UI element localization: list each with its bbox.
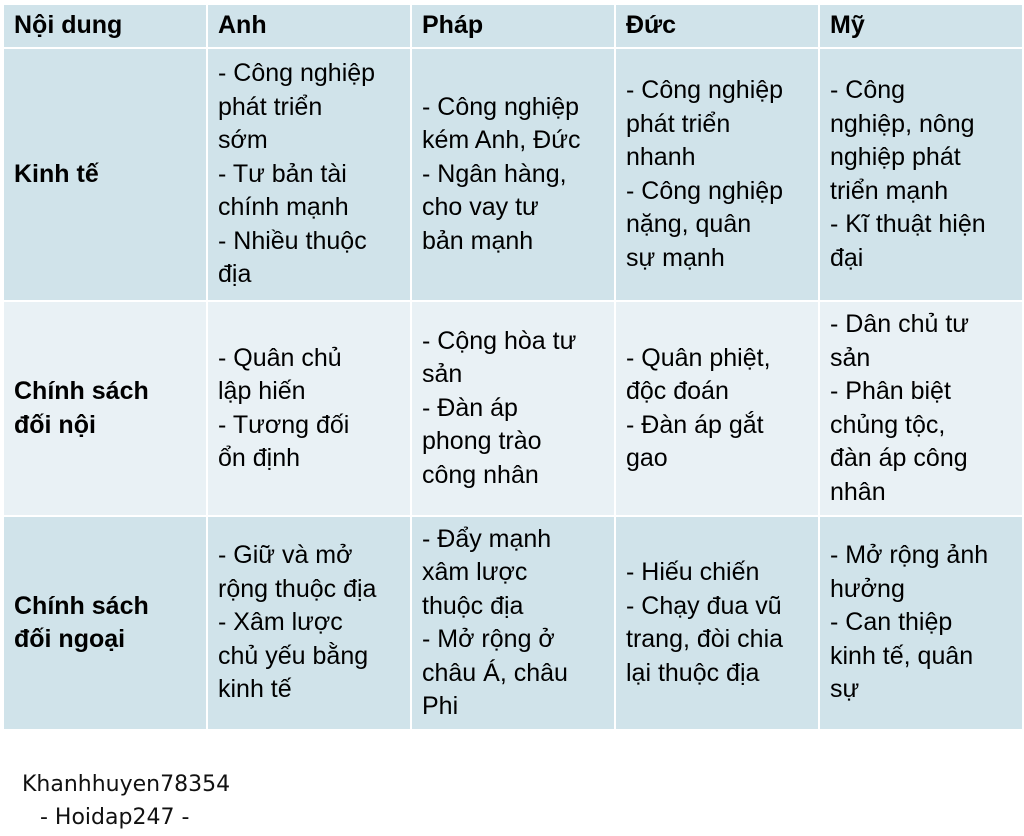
- cell-line: Chính sách: [14, 377, 149, 405]
- cell-line: công nhân: [422, 460, 539, 489]
- cell-line: Kinh tế: [14, 159, 99, 188]
- cell-line: phát triển: [218, 92, 323, 121]
- cell-line: - Công: [830, 76, 906, 104]
- header-cell-content: Nội dung: [3, 4, 207, 48]
- cell-line: - Phân biệt: [830, 377, 951, 405]
- cell-line: - Quân phiệt,: [626, 343, 771, 372]
- table-cell: [411, 516, 615, 730]
- cell-line: chính mạnh: [218, 193, 349, 222]
- cell-line: sự: [830, 675, 860, 704]
- cell-line: sớm: [218, 126, 268, 155]
- cell-line: gao: [626, 444, 668, 472]
- cell-line: chủng tộc,: [830, 410, 946, 439]
- cell-line: - Mở rộng ảnh: [830, 541, 989, 570]
- cell-line: triển mạnh: [830, 176, 949, 205]
- cell-line: đối nội: [14, 410, 96, 439]
- row-label: [3, 516, 207, 730]
- header-cell-phap: Pháp: [411, 4, 615, 48]
- cell-line: - Ngân hàng,: [422, 159, 567, 188]
- table-row-foreign-policy: [3, 516, 1023, 730]
- cell-line: kinh tế: [218, 675, 292, 704]
- cell-line: - Tư bản tài: [218, 159, 347, 188]
- cell-line: - Mở rộng ở: [422, 625, 555, 653]
- cell-line: - Công nghiệp: [626, 176, 784, 205]
- table-header-row: [3, 4, 1023, 48]
- table-row-economy: [3, 48, 1023, 301]
- cell-line: - Đàn áp gắt: [626, 410, 764, 439]
- cell-line: lập hiến: [218, 377, 306, 405]
- cell-line: - Kĩ thuật hiện: [830, 210, 986, 238]
- table-cell: [207, 516, 411, 730]
- cell-line: - Tương đối: [218, 410, 350, 439]
- cell-line: - Công nghiệp: [422, 92, 580, 121]
- cell-line: - Xâm lược: [218, 608, 343, 637]
- row-label: [3, 301, 207, 516]
- cell-line: sự mạnh: [626, 243, 725, 272]
- table-cell: [411, 48, 615, 301]
- table-cell: [819, 48, 1023, 301]
- table-cell: [615, 48, 819, 301]
- cell-line: - Chạy đua vũ: [626, 591, 782, 620]
- cell-line: kém Anh, Đức: [422, 126, 581, 155]
- cell-line: đại: [830, 243, 864, 272]
- table-cell: [819, 301, 1023, 516]
- cell-line: độc đoán: [626, 377, 729, 405]
- table-cell: [207, 48, 411, 301]
- cell-line: - Hiếu chiến: [626, 558, 760, 586]
- cell-line: nhanh: [626, 143, 696, 171]
- cell-line: - Công nghiệp: [218, 59, 376, 88]
- cell-line: đối ngoại: [14, 625, 126, 653]
- cell-line: - Đàn áp: [422, 393, 518, 422]
- table-cell: [819, 516, 1023, 730]
- cell-line: - Can thiệp: [830, 608, 953, 637]
- cell-line: chủ yếu bằng: [218, 641, 369, 670]
- table-cell: [615, 516, 819, 730]
- cell-line: địa: [218, 260, 252, 289]
- cell-line: trang, đòi chia: [626, 625, 784, 653]
- header-cell-duc: Đức: [615, 4, 819, 48]
- footer-credit: [22, 768, 230, 834]
- cell-line: - Đẩy mạnh: [422, 524, 552, 553]
- cell-line: đàn áp công: [830, 444, 968, 472]
- cell-line: rộng thuộc địa: [218, 574, 377, 603]
- cell-line: kinh tế, quân: [830, 641, 974, 670]
- cell-line: nghiệp phát: [830, 143, 961, 171]
- table-cell: [615, 301, 819, 516]
- cell-line: ổn định: [218, 444, 301, 472]
- comparison-table: [2, 3, 1024, 731]
- cell-line: lại thuộc địa: [626, 658, 760, 687]
- cell-line: phát triển: [626, 109, 731, 138]
- cell-line: thuộc địa: [422, 591, 524, 620]
- table-row-domestic-policy: [3, 301, 1023, 516]
- table-cell: [411, 301, 615, 516]
- header-cell-anh: Anh: [207, 4, 411, 48]
- cell-line: cho vay tư: [422, 193, 539, 222]
- row-label: [3, 48, 207, 301]
- cell-line: - Giữ và mở: [218, 541, 353, 570]
- site-name: - Hoidap247 -: [40, 805, 190, 830]
- cell-line: sản: [830, 343, 871, 372]
- cell-line: Phi: [422, 692, 459, 720]
- cell-line: phong trào: [422, 427, 542, 456]
- cell-line: - Công nghiệp: [626, 76, 784, 104]
- cell-line: nhân: [830, 477, 886, 506]
- cell-line: châu Á, châu: [422, 658, 568, 687]
- cell-line: bản mạnh: [422, 226, 534, 255]
- cell-line: nghiệp, nông: [830, 109, 975, 138]
- author-name: Khanhhuyen78354: [22, 772, 231, 797]
- cell-line: sản: [422, 360, 463, 389]
- cell-line: - Dân chủ tư: [830, 310, 970, 338]
- cell-line: Chính sách: [14, 591, 149, 620]
- cell-line: - Quân chủ: [218, 343, 342, 372]
- cell-line: - Cộng hòa tư: [422, 326, 577, 355]
- header-cell-my: Mỹ: [819, 4, 1023, 48]
- cell-line: xâm lược: [422, 558, 528, 586]
- table-cell: [207, 301, 411, 516]
- cell-line: nặng, quân: [626, 210, 752, 238]
- cell-line: - Nhiều thuộc: [218, 226, 367, 255]
- cell-line: hưởng: [830, 574, 905, 603]
